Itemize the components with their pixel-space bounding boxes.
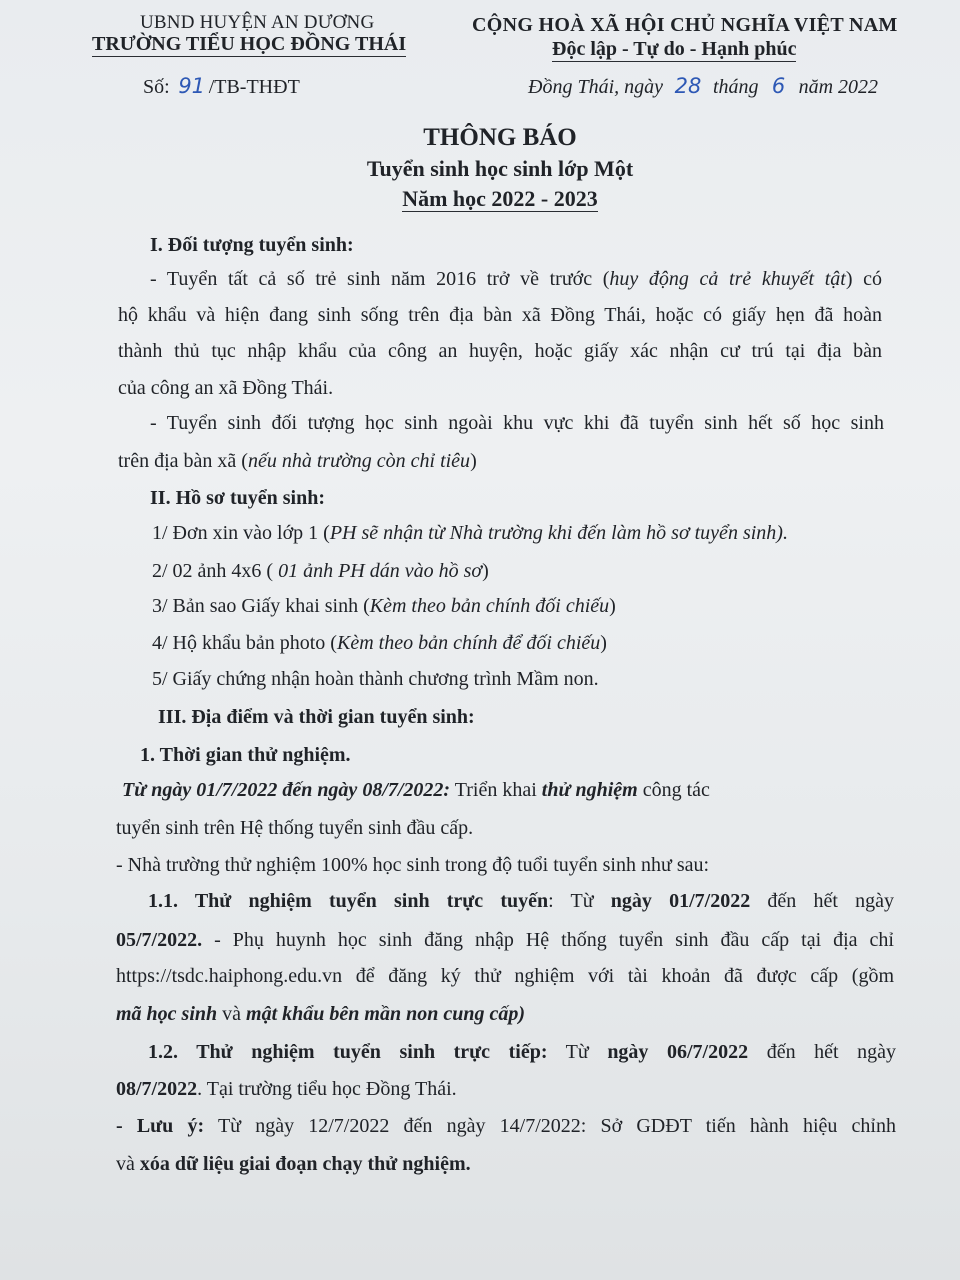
text-run: ) (470, 450, 477, 472)
text-run-italic: Kèm theo bản chính để đối chiếu (336, 632, 601, 654)
requirement-item-2 (152, 560, 489, 583)
text-run: Triển khai (450, 779, 542, 801)
national-motto-text: Độc lập - Tự do - Hạnh phúc (552, 38, 797, 60)
national-motto (552, 38, 796, 61)
text-run: và (217, 1003, 247, 1025)
text-run-bold: 05/7/2022. (116, 929, 203, 951)
text-run-italic: nếu nhà trường còn chỉ tiêu (247, 450, 471, 472)
text-run: 4/ Hộ khẩu bản photo ( (152, 632, 337, 654)
school-year (0, 186, 960, 212)
so-suffix: /TB-THĐT (208, 76, 300, 98)
text-run: ) (600, 632, 607, 654)
text-run-bold: ngày 06/7/2022 (607, 1041, 749, 1063)
date-place: Đồng Thái, ngày (528, 76, 663, 98)
document-number (143, 74, 300, 99)
requirement-item-5: 5/ Giấy chứng nhận hoàn thành chương trình Mầm non. (152, 668, 599, 690)
section-1-p2-line2 (118, 450, 477, 473)
requirement-item-4 (152, 632, 607, 655)
section-1-p1-line2: hộ khẩu và hiện đang sinh sống trên địa bàn xã Đồng Thái, hoặc có giấy hẹn đã hoàn (118, 304, 882, 326)
text-run-bold: 1.1. Thử nghiệm tuyển sinh trực tuyến (148, 890, 549, 912)
so-number-handwritten: 91 (178, 74, 206, 98)
text-run-bold: 08/7/2022 (116, 1078, 198, 1100)
section-1-p1-line4: của công an xã Đồng Thái. (118, 377, 334, 399)
text-run-bold-italic: thử nghiệm (541, 779, 638, 801)
document-date (528, 74, 878, 99)
text-run: ) (482, 560, 489, 582)
section-3-sub1: 1. Thời gian thử nghiệm. (140, 744, 351, 766)
online-trial-line3: https://tsdc.haiphong.edu.vn để đăng ký thử nghiệm với tài khoản đã được cấp (gồm (116, 965, 894, 987)
direct-trial-line2 (116, 1078, 457, 1101)
text-run-italic: Kèm theo bản chính đối chiếu (369, 595, 610, 617)
document-title: THÔNG BÁO (423, 124, 577, 151)
text-run: trên địa bàn xã ( (118, 450, 248, 472)
text-run: 3/ Bản sao Giấy khai sinh ( (152, 595, 370, 617)
text-run-bold-italic: Từ ngày 01/7/2022 đến ngày 08/7/2022: (122, 779, 451, 801)
date-day-handwritten: 28 (674, 74, 702, 98)
direct-trial-line1 (148, 1041, 896, 1064)
online-trial-line2 (116, 929, 894, 952)
section-3-heading: III. Địa điểm và thời gian tuyển sinh: (158, 706, 475, 728)
date-month-label: tháng (713, 76, 759, 98)
section-1-heading: I. Đối tượng tuyển sinh: (150, 234, 354, 256)
text-run: - Tuyển tất cả số trẻ sinh năm 2016 trở về trước ( (150, 268, 610, 290)
school-name-text: TRƯỜNG TIỂU HỌC ĐỒNG THÁI (92, 33, 407, 55)
text-run: Từ (547, 1041, 608, 1063)
document-subtitle: Tuyển sinh học sinh lớp Một (366, 156, 634, 181)
text-run: . Tại trường tiểu học Đồng Thái. (197, 1078, 457, 1100)
district-committee: UBND HUYỆN AN DƯƠNG (140, 12, 375, 33)
trial-scope: - Nhà trường thử nghiệm 100% học sinh trong độ tuổi tuyển sinh như sau: (116, 854, 710, 876)
text-run: - Phụ huynh học sinh đăng nhập Hệ thống tuyển sinh đầu cấp tại địa chỉ (202, 929, 894, 951)
online-trial-line4 (116, 1003, 525, 1026)
text-run: và (116, 1153, 140, 1175)
section-2-heading: II. Hồ sơ tuyển sinh: (150, 487, 326, 509)
text-run: 2/ 02 ảnh 4x6 ( (152, 560, 274, 582)
text-run-bold-italic: mật khẩu bên mần non cung cấp) (246, 1003, 525, 1025)
school-name (92, 33, 406, 56)
text-run-bold: ngày 01/7/2022 (610, 890, 751, 912)
text-run-bold: 1.2. Thử nghiệm tuyển sinh trực tiếp: (148, 1041, 548, 1063)
trial-period-line1 (122, 779, 710, 802)
text-run-italic: huy động cả trẻ khuyết tật (609, 268, 846, 290)
text-run-bold: xóa dữ liệu giai đoạn chạy thử nghiệm. (139, 1153, 471, 1175)
trial-period-line2: tuyển sinh trên Hệ thống tuyển sinh đầu cấp. (116, 817, 474, 839)
section-1-p1-line1 (150, 268, 882, 291)
section-1-p2-line1: - Tuyển sinh đối tượng học sinh ngoài khu vực khi đã tuyển sinh hết số học sinh (150, 412, 884, 434)
requirement-item-1 (152, 522, 788, 545)
date-year: năm 2022 (798, 76, 879, 98)
text-run-italic: 01 ảnh PH dán vào hồ sơ (273, 560, 483, 582)
text-run-bold-italic: mã học sinh (116, 1003, 218, 1025)
text-run: : Từ (548, 890, 611, 912)
so-label: Số: (143, 76, 170, 98)
text-run: ) (609, 595, 616, 617)
text-run: đến hết ngày (748, 1041, 896, 1063)
text-run-bold: - Lưu ý: (116, 1115, 205, 1137)
section-1-p1-line3: thành thủ tục nhập khẩu của công an huyện, hoặc giấy xác nhận cư trú tại địa bàn (118, 340, 882, 362)
note-line2 (116, 1153, 471, 1176)
school-year-text: Năm học 2022 - 2023 (402, 186, 598, 211)
text-run: ) có (845, 268, 882, 290)
text-run-italic: PH sẽ nhận từ Nhà trường khi đến làm hồ sơ tuyển sinh). (329, 522, 788, 544)
text-run: Từ ngày 12/7/2022 đến ngày 14/7/2022: Sở GDĐT tiến hành hiệu chỉnh (204, 1115, 896, 1137)
note-line1 (116, 1115, 896, 1138)
requirement-item-3 (152, 595, 616, 618)
text-run: công tác (637, 779, 710, 801)
online-trial-line1 (148, 890, 894, 913)
national-title: CỘNG HOÀ XÃ HỘI CHỦ NGHĨA VIỆT NAM (472, 14, 898, 36)
date-month-handwritten: 6 (771, 74, 786, 98)
text-run: đến hết ngày (750, 890, 894, 912)
text-run: 1/ Đơn xin vào lớp 1 ( (152, 522, 330, 544)
